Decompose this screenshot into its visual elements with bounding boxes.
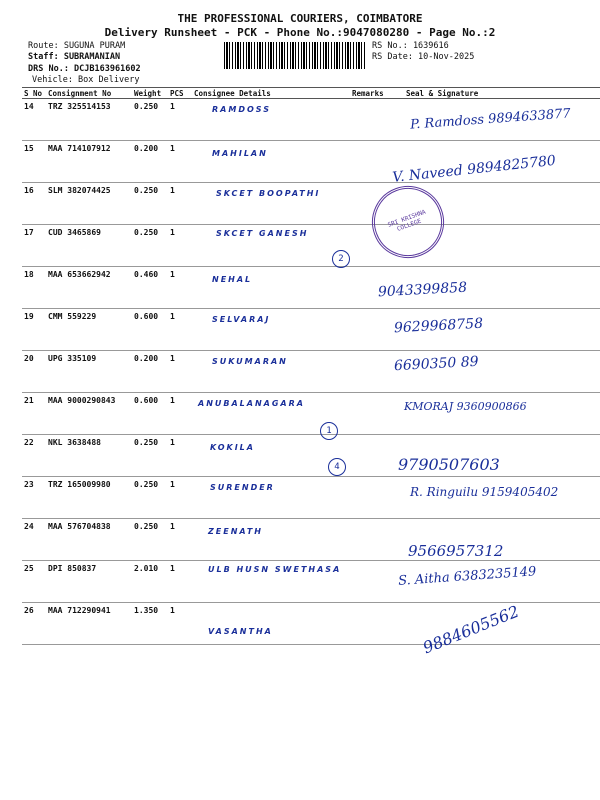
cell-consignee: SUKUMARAN (192, 351, 350, 393)
cell-weight: 1.350 (132, 603, 168, 645)
signature-row-23: R. Ringuilu 9159405402 (410, 485, 559, 499)
cell-pcs: 1 (168, 351, 192, 393)
cell-consignment: DPI 850837 (46, 561, 132, 603)
cell-consignment: CUD 3465869 (46, 225, 132, 267)
cell-sno: 14 (22, 99, 46, 141)
cell-remarks (350, 435, 390, 477)
cell-pcs: 1 (168, 435, 192, 477)
cell-pcs: 1 (168, 603, 192, 645)
cell-consignee: VASANTHA (192, 603, 350, 645)
signature-row-19: 9629968758 (393, 315, 484, 337)
signature-row-24: 9566957312 (408, 542, 504, 560)
signature-row-21: KMORAJ 9360900866 (404, 400, 527, 413)
cell-consignee: SKCET GANESH (192, 225, 350, 267)
table-row (22, 435, 600, 477)
rs-date: RS Date: 10-Nov-2025 (372, 52, 475, 62)
cell-consignee: SELVARAJ (192, 309, 350, 351)
cell-consignment: MAA 712290941 (46, 603, 132, 645)
route-label: Route: SUGUNA PURAM (28, 41, 126, 51)
vehicle-label: Vehicle: Box Delivery (32, 75, 140, 85)
cell-consignment: MAA 714107912 (46, 141, 132, 183)
drs-label: DRS No.: DCJB163961602 (28, 64, 141, 74)
cell-weight: 2.010 (132, 561, 168, 603)
cell-pcs: 1 (168, 267, 192, 309)
cell-consignment: TRZ 325514153 (46, 99, 132, 141)
cell-sno: 26 (22, 603, 46, 645)
cell-weight: 0.250 (132, 435, 168, 477)
cell-consignment: TRZ 165009980 (46, 477, 132, 519)
col-remarks: Remarks (350, 88, 390, 99)
cell-sno: 20 (22, 351, 46, 393)
cell-pcs: 1 (168, 393, 192, 435)
cell-remarks (350, 477, 390, 519)
cell-weight: 0.460 (132, 267, 168, 309)
circled-mark-2: 2 (332, 250, 350, 268)
col-weight: Weight (132, 88, 168, 99)
signature-row-18: 9043399858 (377, 279, 468, 301)
table-row (22, 267, 600, 309)
cell-pcs: 1 (168, 561, 192, 603)
signature-row-20: 6690350 89 (393, 353, 479, 375)
col-signature: Seal & Signature (390, 88, 600, 99)
barcode-image (224, 42, 366, 69)
cell-remarks (350, 351, 390, 393)
cell-weight: 0.250 (132, 519, 168, 561)
cell-pcs: 1 (168, 183, 192, 225)
cell-consignee: SKCET BOOPATHI (192, 183, 350, 225)
cell-sno: 17 (22, 225, 46, 267)
cell-weight: 0.600 (132, 309, 168, 351)
company-seal-stamp: SRI KRISHNA COLLEGE (362, 176, 454, 268)
circled-mark-1: 1 (320, 422, 338, 440)
cell-consignee: SURENDER (192, 477, 350, 519)
cell-consignee: ANUBALANAGARA (192, 393, 350, 435)
cell-weight: 0.200 (132, 141, 168, 183)
cell-consignee: ULB HUSN SWETHASA (192, 561, 350, 603)
cell-consignment: CMM 559229 (46, 309, 132, 351)
cell-sno: 23 (22, 477, 46, 519)
signature-row-14: P. Ramdoss 9894633877 (409, 106, 572, 133)
cell-weight: 0.600 (132, 393, 168, 435)
circled-mark-4: 4 (328, 458, 346, 476)
table-row (22, 519, 600, 561)
table-header-row (22, 88, 600, 99)
cell-sno: 21 (22, 393, 46, 435)
cell-remarks (350, 603, 390, 645)
table-row (22, 351, 600, 393)
cell-pcs: 1 (168, 477, 192, 519)
cell-pcs: 1 (168, 225, 192, 267)
cell-pcs: 1 (168, 99, 192, 141)
signature-row-15: V. Naveed 9894825780 (391, 152, 557, 186)
cell-weight: 0.250 (132, 99, 168, 141)
cell-remarks (350, 393, 390, 435)
cell-weight: 0.250 (132, 477, 168, 519)
cell-consignee: MAHILAN (192, 141, 350, 183)
staff-label: Staff: SUBRAMANIAN (28, 52, 121, 62)
cell-pcs: 1 (168, 309, 192, 351)
cell-consignment: MAA 653662942 (46, 267, 132, 309)
signature-row-25: S. Aitha 6383235149 (397, 564, 537, 589)
table-row (22, 309, 600, 351)
cell-remarks (350, 99, 390, 141)
cell-sno: 16 (22, 183, 46, 225)
cell-consignment: UPG 335109 (46, 351, 132, 393)
col-consignment: Consignment No (46, 88, 132, 99)
table-row (22, 225, 600, 267)
cell-remarks (350, 309, 390, 351)
cell-remarks (350, 141, 390, 183)
cell-sno: 15 (22, 141, 46, 183)
signature-row-22: 9790507603 (398, 455, 500, 474)
cell-weight: 0.200 (132, 351, 168, 393)
cell-consignee: NEHAL (192, 267, 350, 309)
col-pcs: PCS (168, 88, 192, 99)
cell-sno: 25 (22, 561, 46, 603)
cell-pcs: 1 (168, 519, 192, 561)
cell-weight: 0.250 (132, 183, 168, 225)
cell-pcs: 1 (168, 141, 192, 183)
cell-sno: 24 (22, 519, 46, 561)
cell-consignment: NKL 3638488 (46, 435, 132, 477)
cell-consignment: MAA 9000290843 (46, 393, 132, 435)
runsheet-subtitle: Delivery Runsheet - PCK - Phone No.:9047080280 - Page No.:2 (104, 26, 496, 39)
cell-remarks (350, 561, 390, 603)
cell-weight: 0.250 (132, 225, 168, 267)
table-row (22, 183, 600, 225)
cell-consignment: SLM 382074425 (46, 183, 132, 225)
cell-consignee: RAMDOSS (192, 99, 350, 141)
cell-sno: 18 (22, 267, 46, 309)
cell-sno: 22 (22, 435, 46, 477)
rs-number: RS No.: 1639616 (372, 41, 449, 51)
col-sno: S No (22, 88, 46, 99)
cell-sno: 19 (22, 309, 46, 351)
page-title: THE PROFESSIONAL COURIERS, COIMBATORE (177, 12, 423, 25)
cell-consignment: MAA 576704838 (46, 519, 132, 561)
col-consignee: Consignee Details (192, 88, 350, 99)
cell-consignee: KOKILA (192, 435, 350, 477)
cell-consignee: ZEENATH (192, 519, 350, 561)
cell-remarks (350, 519, 390, 561)
signature-row-26: 9884605562 (420, 601, 522, 658)
